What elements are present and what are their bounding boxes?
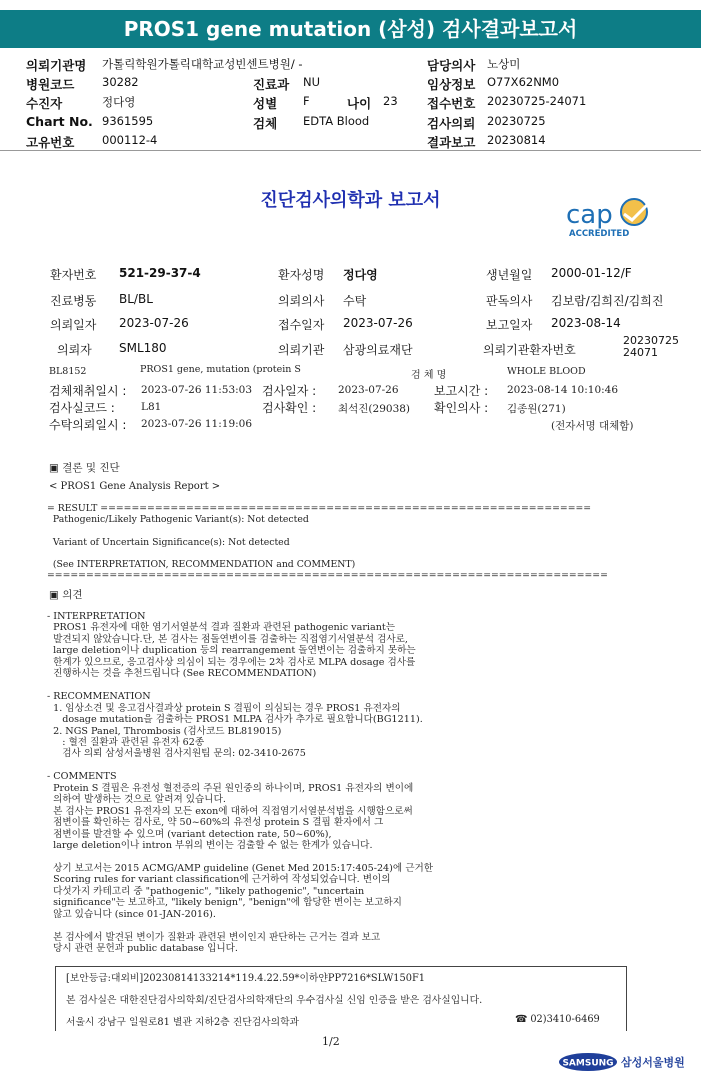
test-info-label: 검체채취일시 : xyxy=(49,384,127,398)
cap-logo-icon xyxy=(566,196,658,240)
test-info-value: 2023-07-26 xyxy=(338,384,399,396)
test-info-label: 검사실코드 : xyxy=(49,401,115,415)
age-value: 23 xyxy=(383,94,398,108)
header-value: EDTA Blood xyxy=(303,114,370,128)
patient-field-label: 의뢰일자 xyxy=(50,318,97,332)
header-label: 결과보고 xyxy=(427,135,476,150)
patient-field-label: 의뢰자 xyxy=(57,343,92,357)
patient-field-value: 2023-08-14 xyxy=(551,316,621,330)
test-info-label: 수탁의뢰일시 : xyxy=(49,418,127,432)
patient-field-value: 2023-07-26 xyxy=(119,316,189,330)
test-info-value: 2023-07-26 11:53:03 xyxy=(141,384,253,396)
header-value: O77X62NM0 xyxy=(487,75,560,89)
header-row xyxy=(0,133,701,151)
opinion-heading: ▣ 의견 xyxy=(49,589,83,601)
page-number: 1/2 xyxy=(322,1035,340,1048)
header-value: 30282 xyxy=(102,75,139,89)
cap-badge-icon xyxy=(621,199,647,225)
header-value: 정다영 xyxy=(102,95,136,109)
phone-line: ☎ 02)3410-6469 xyxy=(515,1014,600,1025)
header-label: 진료과 xyxy=(253,77,290,92)
header-label: 성별 xyxy=(253,96,278,111)
header-value: 20230725 xyxy=(487,114,546,128)
patient-field-value: 2023-07-26 xyxy=(343,316,413,330)
security-line: [보안등급:대외비]20230814133214*119.4.22.59*이하얀PP7216*SLW150F1 xyxy=(66,973,426,984)
address-line: 서울시 강남구 일원로81 별관 지하2층 진단검사의학과 xyxy=(66,1017,300,1028)
specimen-label: 검 체 명 xyxy=(411,370,447,381)
patient-field-label: 환자번호 xyxy=(50,268,97,282)
header-label: 병원코드 xyxy=(26,77,75,92)
report-banner-title: PROS1 gene mutation (삼성) 검사결과보고서 xyxy=(0,10,701,48)
samsung-logo-text: SAMSUNG xyxy=(562,1058,614,1069)
header-row xyxy=(0,56,701,74)
patient-field-value: SML180 xyxy=(119,341,167,355)
header-value: NU xyxy=(303,75,321,89)
test-info-value: 김종원(271) xyxy=(507,403,566,415)
test-info-value: 최석진(29038) xyxy=(338,403,411,415)
patient-field-value: BL/BL xyxy=(119,292,153,306)
patient-field-label: 판독의사 xyxy=(486,294,533,308)
header-label: 고유번호 xyxy=(26,135,75,150)
patient-number: 521-29-37-4 xyxy=(119,266,201,280)
patient-field-label: 환자성명 xyxy=(278,268,325,282)
test-name: PROS1 gene, mutation (protein S xyxy=(140,364,301,375)
test-info-label: 검사확인 : xyxy=(262,401,317,415)
header-label: Chart No. xyxy=(26,114,93,129)
header-value: 20230725-24071 xyxy=(487,94,587,108)
header-label: 검사의뢰 xyxy=(427,116,476,131)
header-label: 담당의사 xyxy=(427,58,476,73)
patient-field-value: 2000-01-12/F xyxy=(551,266,632,280)
header-label: 의뢰기관명 xyxy=(26,58,87,73)
hospital-name: 삼성서울병원 xyxy=(621,1056,684,1069)
age-label: 나이 xyxy=(347,96,372,111)
certification-line: 본 검사실은 대한진단검사의학회/진단검사의학재단의 우수검사실 신임 인증을 받은 검사실입니다. xyxy=(66,995,483,1006)
patient-field-label: 생년월일 xyxy=(486,268,533,282)
cap-logo-text: cap xyxy=(566,200,613,230)
report-title: 진단검사의학과 보고서 xyxy=(260,190,441,211)
cap-accredited-logo xyxy=(566,196,658,240)
patient-field-label: 보고일자 xyxy=(486,318,533,332)
header-value: 000112-4 xyxy=(102,133,158,147)
header-row xyxy=(0,75,701,93)
header-value: 9361595 xyxy=(102,114,154,128)
header-value: F xyxy=(303,94,310,108)
header-row xyxy=(0,114,701,132)
header-divider xyxy=(0,150,701,151)
test-info-value: 2023-08-14 10:10:46 xyxy=(507,384,619,396)
patient-field-label: 의뢰기관환자번호 xyxy=(483,343,576,357)
patient-field-value: 2023072524071 xyxy=(623,334,679,359)
samsung-hospital-logo xyxy=(558,1050,684,1074)
patient-field-value: 김보람/김희진/김희진 xyxy=(551,294,664,308)
patient-field-value: 삼광의료재단 xyxy=(343,343,413,357)
header-label: 수진자 xyxy=(26,96,63,111)
test-info-label: 확인의사 : xyxy=(434,401,489,415)
patient-field-label: 진료병동 xyxy=(50,294,97,308)
test-code: BL8152 xyxy=(49,366,87,377)
header-label: 임상정보 xyxy=(427,77,476,92)
signature-note: (전자서명 대체함) xyxy=(551,420,634,432)
header-value: 20230814 xyxy=(487,133,546,147)
patient-name: 정다영 xyxy=(343,268,378,282)
test-info-label: 검사일자 : xyxy=(262,384,317,398)
header-label: 검체 xyxy=(253,116,278,131)
patient-field-label: 의뢰의사 xyxy=(278,294,325,308)
specimen-value: WHOLE BLOOD xyxy=(507,366,586,377)
header-value: 가톨릭학원가톨릭대학교성빈센트병원/ - xyxy=(102,57,303,71)
patient-field-label: 접수일자 xyxy=(278,318,325,332)
results-heading: ▣ 결론 및 진단 xyxy=(49,462,120,474)
cap-logo-subtext: ACCREDITED xyxy=(569,229,630,239)
patient-field-value: 수탁 xyxy=(343,294,367,308)
report-header xyxy=(0,52,701,150)
patient-field-label: 의뢰기관 xyxy=(278,343,325,357)
header-value: 노상미 xyxy=(487,57,521,71)
report-name: < PROS1 Gene Analysis Report > xyxy=(49,481,221,492)
header-label: 접수번호 xyxy=(427,96,476,111)
test-info-value: 2023-07-26 11:19:06 xyxy=(141,418,253,430)
samsung-logo-icon xyxy=(558,1050,684,1074)
test-info-label: 보고시간 : xyxy=(434,384,489,398)
results-block: = RESULT =============================================================== Pathogenic/Likely Pathogenic Variant(s): Not detected Variant of Uncertain Significance(s): Not detected (See INTERPRETATION, RECOMMENDATION and COMMENT) ======================================================================== xyxy=(47,503,608,582)
header-row xyxy=(0,94,701,112)
test-info-value: L81 xyxy=(141,401,162,413)
opinion-block: - INTERPRETATION PROS1 유전자에 대한 염기서열분석 결과 질환과 관련된 pathogenic variant는 발견되지 않았습니다.단, 본 검사는 점돌연변이를 검출하는 직접염기서열분석 검사로, large deletion이나 duplication 등의 rearrangement 돌연변이는 검출하지 못하는 한계가 있으므로, 응고검사상 의심이 되는 경우에는 2차 검사로 MLPA dosage 검사를 진행하시는 것을 추천드립니다 (See RECOMMENDATION) - RECOMMENATION 1. 임상소견 및 응고검사결과상 protein S 결핍이 의심되는 경우 PROS1 유전자의 dosage mutation을 검출하는 PROS1 MLPA 검사가 추가로 필요합니다(BG1211). 2. NGS Panel, Thrombosis (검사코드 BL819015) : 혈전 질환과 관련된 유전자 62종 검사 의뢰 삼성서울병원 검사지원팀 문의: 02-3410-2675 - COMMENTS Protein S 결핍은 유전성 혈전증의 주된 원인중의 하나이며, PROS1 유전자의 변이에 의하여 발생하는 것으로 알려져 있습니다. 본 검사는 PROS1 유전자의 모든 exon에 대하여 직접염기서열분석법을 시행함으로써 점변이를 확인하는 검사로, 약 50~60%의 유전성 protein S 결핍 환자에서 그 점변이를 발견할 수 있으며 (variant detection rate, 50~60%), large deletion이나 intron 부위의 변이는 검출할 수 없는 한계가 있습니다. 상기 보고서는 2015 ACMG/AMP guideline (Genet Med 2015:17:405-24)에 근거한 Scoring rules for variant classification에 근거하여 작성되었습니다. 변이의 다섯가지 카테고리 중 "pathogenic", "likely pathogenic", "uncertain significance"는 보고하고, "likely benign", "benign"에 합당한 변이는 보고하지 않고 있습니다 (since 01-JAN-2016). 본 검사에서 발견된 변이가 질환과 관련된 변이인지 판단하는 근거는 결과 보고 당시 관련 문헌과 public database 입니다. xyxy=(47,611,434,955)
